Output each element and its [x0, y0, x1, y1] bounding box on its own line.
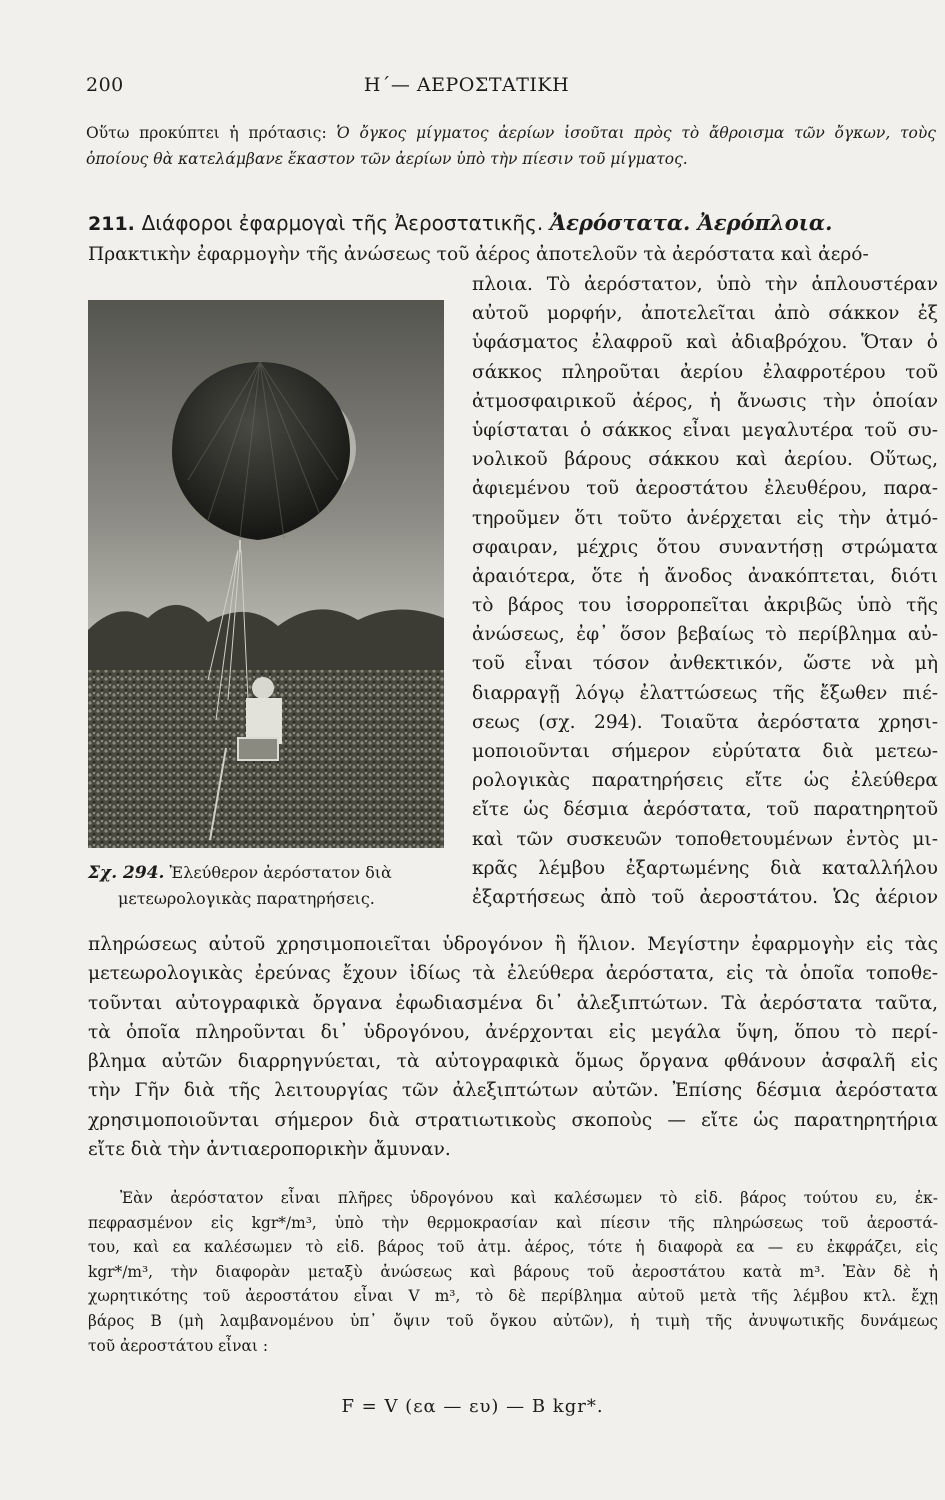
- text-line: νολικοῦ βάρους σάκκου καὶ ἀερίου. Οὕτως,: [472, 449, 938, 471]
- text-line: σεως (σχ. 294). Τοιαῦτα ἀερόστατα χρησι-: [472, 711, 938, 733]
- text-line: βλημα αὐτῶν διαρρηγνύεται, τὰ αὐτογραφικὰ ὅμως ὄργανα φθάνουν ἀσφαλῆ εἰς: [88, 1051, 938, 1073]
- lift-formula: F = V (εα — ευ) — B kgr*.: [341, 1396, 604, 1417]
- text-line: τοῦ εἶναι τόσον ἀνθεκτικόν, ὥστε νὰ μὴ: [472, 653, 938, 675]
- text-line: ἀφιεμένου τοῦ ἀεροστάτου ἐλευθέρου, παρα-: [472, 478, 938, 500]
- section-title: Διάφοροι ἐφαρμογαὶ τῆς Ἀεροστατικῆς.: [141, 211, 544, 235]
- intro-lead: Οὕτω προκύπτει ἡ πρότασις:: [86, 124, 327, 142]
- text-line: καὶ τῶν συσκευῶν τοποθετουμένων ἐντὸς μι-: [472, 828, 938, 850]
- right-column-text: [472, 270, 938, 912]
- caption-line: Ἐλεύθερον ἀερόστατον διὰ: [169, 863, 392, 882]
- intro-paragraph: [86, 120, 936, 172]
- text-line: χρησιμοποιοῦνται σήμερον διὰ στρατιωτικοὺς σκοποὺς — εἴτε ὡς παρατηρητήρια: [88, 1109, 938, 1131]
- page-number: 200: [86, 74, 124, 96]
- text-line: σάκκος πληροῦται ἀερίου ἐλαφροτέρου τοῦ: [472, 361, 938, 383]
- text-line: διαρραγῇ λόγῳ ἐλαττώσεως τῆς ἔξωθεν πιέ-: [472, 682, 938, 704]
- caption-line: μετεωρολογικὰς παρατηρήσεις.: [118, 889, 375, 908]
- text-line: ἀνώσεως, ἐφ᾽ ὅσον βεβαίως τὸ περίβλημα αὐ-: [472, 624, 938, 646]
- small-text-line: του, καὶ εα καλέσωμεν τὸ εἰδ. βάρος τοῦ ἀτμ. ἀέρος, τότε ἡ διαφορὰ εα — ευ ἐκφράζει, εἰς: [88, 1238, 938, 1257]
- figure-label: Σχ. 294.: [88, 863, 165, 883]
- text-line: εἴτε ὡς δέσμια ἀερόστατα, τοῦ παρατηρητοῦ: [472, 799, 938, 821]
- balloon-photo-illustration: [88, 300, 444, 848]
- instrument-basket: [238, 738, 278, 760]
- text-line: πληρώσεως αὐτοῦ χρησιμοποιεῖται ὑδρογόνον ἢ ἥλιον. Μεγίστην ἐφαρμογὴν εἰς τὰς: [88, 934, 938, 955]
- text-line: πλοια. Τὸ ἀερόστατον, ὑπὸ τὴν ἁπλουστέραν: [472, 274, 938, 295]
- balloon-photograph: [88, 300, 444, 848]
- text-line: μοποιοῦνται σήμερον εὐρύτατα διὰ μετεω-: [472, 741, 938, 762]
- text-line: κρᾶς λέμβου ἐξαρτωμένης διὰ καταλλήλου: [472, 857, 938, 879]
- text-line: τὰ ὁποῖα πληροῦνται δι᾽ ὑδρογόνου, ἀνέρχονται εἰς μεγάλα ὕψη, ὅπου τὸ περί-: [88, 1021, 938, 1043]
- small-text-line: Ἐὰν ἀερόστατον εἶναι πλῆρες ὑδρογόνου καὶ καλέσωμεν τὸ εἰδ. βάρος τούτου ευ, ἐκ-: [120, 1189, 938, 1207]
- text-line: αὐτοῦ μορφήν, ἀποτελεῖται ἀπὸ σάκκον ἐξ: [472, 303, 938, 325]
- small-text-line: πεφρασμένον εἰς kgr*/m³, ὑπὸ τὴν θερμοκρασίαν καὶ πίεσιν τῆς πληρώσεως τοῦ ἀεροστά-: [88, 1213, 938, 1232]
- intro-statement: Ὁ ὄγκος μίγματος ἀερίων ἰσοῦται πρὸς τὸ ἄθροισμα τῶν ὄγκων, τοὺς ὁποίους θὰ κατελάμβανε ἕκαστον τῶν ἀερίων ὑπὸ τὴν πίεσιν τοῦ μίγματος.: [86, 124, 936, 168]
- observer-head: [252, 677, 274, 699]
- text-line: τοῦνται αὐτογραφικὰ ὄργανα ἐφωδιασμένα δι᾽ ἀλεξιπτώτων. Τὰ ἀερόστατα ταῦτα,: [88, 992, 938, 1014]
- small-print-paragraph: [88, 1186, 938, 1358]
- text-line: σφαιραν, μέχρις ὅτου συναντήσῃ στρώματα: [472, 536, 938, 558]
- figure-caption: [88, 860, 448, 912]
- small-text-line: τοῦ ἀεροστάτου εἶναι :: [88, 1336, 269, 1355]
- text-line: ἀτμοσφαιρικοῦ ἀέρος, ἡ ἄνωσις τὴν ὁποίαν: [472, 390, 938, 412]
- text-line: ὑφάσματος ἐλαφροῦ καὶ ἀδιαβρόχου. Ὅταν ὁ: [472, 332, 938, 354]
- text-line: ἐξαρτήσεως ἀπὸ τοῦ ἀεροστάτου. Ὡς ἀέριον: [472, 886, 938, 908]
- text-line: τὸ βάρος του ἰσορροπεῖται ἀκριβῶς ὑπὸ τῆς: [472, 595, 938, 617]
- text-line: μετεωρολογικὰς ἐρεύνας ἔχουν ἰδίως τὰ ἐλεύθερα ἀερόστατα, εἰς τὰ ὁποῖα τοποθε-: [88, 963, 938, 985]
- full-width-paragraph: [88, 930, 938, 1164]
- section-number: 211.: [88, 213, 135, 235]
- small-text-line: kgr*/m³, τὴν διαφορὰν μεταξὺ ἀνώσεως καὶ βάρους τοῦ ἀεροστάτου κατὰ m³. Ἐὰν δὲ ἡ: [88, 1262, 938, 1281]
- small-text-line: βάρος B (μὴ λαμβανομένου ὑπ᾽ ὄψιν τοῦ ὄγκου αὐτῶν), ἡ τιμὴ τῆς ἀνυψωτικῆς δυνάμεως: [88, 1311, 938, 1330]
- section-heading: [88, 208, 938, 239]
- text-line: ὑφίσταται ὁ σάκκος εἶναι μεγαλυτέρα τοῦ συ-: [472, 419, 938, 441]
- chapter-title: Η΄— ΑΕΡΟΣΤΑΤΙΚΗ: [363, 74, 570, 96]
- text-line: τηροῦμεν ὅτι τοῦτο ἀνέρχεται εἰς τὴν ἀτμό-: [472, 507, 938, 529]
- text-line: ἀραιότερα, ὅτε ἡ ἄνοδος ἀνακόπτεται, διότι: [472, 565, 938, 587]
- opening-line: Πρακτικὴν ἐφαρμογὴν τῆς ἀνώσεως τοῦ ἀέρος ἀποτελοῦν τὰ ἀερόστατα καὶ ἀερό-: [88, 244, 869, 265]
- text-line: ρολογικὰς παρατηρήσεις εἴτε ὡς ἐλεύθερα: [472, 770, 938, 792]
- small-text-line: χωρητικότης τοῦ ἀεροστάτου εἶναι V m³, τὸ δὲ περίβλημα αὐτοῦ μετὰ τῆς λέμβου κτλ. ἔχῃ: [88, 1287, 938, 1306]
- running-header: [86, 74, 847, 104]
- text-line: εἴτε διὰ τὴν ἀντιαεροπορικὴν ἄμυναν.: [88, 1139, 451, 1161]
- section-subtitle: Ἀερόστατα. Ἀερόπλοια.: [549, 210, 833, 235]
- text-line: τὴν Γῆν διὰ τῆς λειτουργίας τῶν ἀλεξιπτώτων αὐτῶν. Ἐπίσης δέσμια ἀερόστατα: [88, 1080, 938, 1102]
